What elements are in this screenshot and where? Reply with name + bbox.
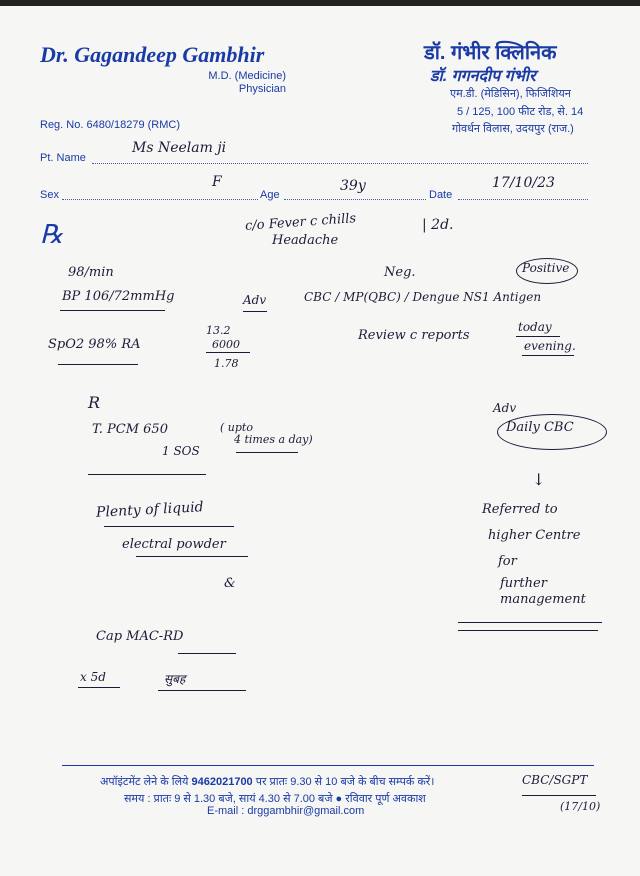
upto-line-2: 4 times a day)	[234, 433, 313, 446]
appointment-post: पर प्रातः 9.30 से 10 बजे के बीच सम्पर्क करें।	[252, 776, 435, 788]
phone-number: 9462021700	[191, 776, 253, 788]
tablet-underline	[88, 474, 206, 475]
date-line	[458, 199, 588, 200]
rx-start: R	[88, 393, 101, 412]
neg-note: Neg.	[384, 265, 416, 280]
capsule-dose-line	[178, 653, 236, 654]
today-note: today	[518, 320, 552, 334]
rx-symbol: ℞	[40, 220, 64, 249]
referred-underline-1	[458, 622, 602, 623]
footer-appointment	[100, 774, 434, 789]
and-sign: &	[224, 576, 236, 591]
adv-underline-1	[243, 311, 267, 312]
complaint-duration: | 2d.	[422, 217, 454, 233]
cbc-sgpt-underline	[522, 795, 596, 796]
hindi-dose-note: सुबह	[164, 672, 186, 686]
referred-line-1: Referred to	[482, 502, 558, 517]
appointment-pre: अपॉइंटमेंट लेने के लिये	[100, 776, 192, 788]
date-value: 17/10/23	[492, 175, 555, 191]
degree-text: M.D. (Medicine)	[208, 70, 286, 82]
spo2-underline	[58, 364, 138, 365]
today-underline	[516, 336, 560, 337]
investigations-note: CBC / MP(QBC) / Dengue NS1 Antigen	[304, 290, 542, 304]
tablet-pcm: T. PCM 650	[92, 422, 168, 437]
footer-divider	[62, 765, 594, 766]
calc-mid: 6000	[212, 338, 240, 351]
calc-bottom: 1.78	[214, 357, 239, 370]
pulse-reading: 98/min	[68, 265, 114, 280]
referred-line-4: further	[500, 576, 547, 591]
top-scan-edge	[0, 0, 640, 6]
bp-reading: BP 106/72mmHg	[62, 289, 175, 304]
age-line	[284, 199, 426, 200]
capsule-duration: x 5d	[80, 670, 106, 684]
patient-name-line	[92, 163, 588, 164]
calc-line	[206, 352, 250, 353]
degree-hindi: एम.डी. (मेडिसिन), फिजिशियन	[450, 88, 571, 100]
age-label: Age	[260, 189, 280, 201]
electral-advice: electral powder	[122, 537, 226, 552]
footer-email: E-mail : drggambhir@gmail.com	[207, 805, 365, 817]
tablet-sos: 1 SOS	[162, 444, 200, 458]
evening-underline	[522, 355, 574, 356]
referred-line-3: for	[498, 554, 517, 569]
sex-line	[62, 199, 258, 200]
registration-number: Reg. No. 6480/18279 (RMC)	[40, 119, 181, 131]
liquid-advice: Plenty of liquid	[95, 499, 204, 521]
evening-note: evening.	[524, 339, 576, 353]
duration-underline	[78, 687, 120, 688]
referred-underline-2	[458, 630, 598, 631]
positive-note: Positive	[522, 261, 570, 275]
referred-line-5: management	[500, 592, 586, 607]
patient-name-value: Ms Neelam ji	[132, 140, 227, 156]
cbc-sgpt-date: (17/10)	[560, 800, 601, 813]
spo2-reading: SpO2 98% RA	[48, 337, 141, 352]
footer-timings: समय : प्रातः 9 से 1.30 बजे, सायं 4.30 से 7.00 बजे ● रविवार पूर्ण अवकाश	[124, 793, 426, 805]
title-text: Physician	[238, 83, 286, 95]
doctor-degree	[208, 70, 286, 96]
complaint-fever: c/o Fever c chills	[244, 211, 357, 234]
review-note: Review c reports	[358, 328, 470, 343]
liquid-underline	[104, 526, 234, 527]
complaint-headache: Headache	[272, 233, 339, 248]
sex-value: F	[212, 174, 222, 190]
upto-line-1: ( upto	[220, 421, 253, 434]
electral-underline	[136, 556, 248, 557]
hindi-underline	[158, 690, 246, 691]
doctor-name: Dr. Gagandeep Gambhir	[40, 42, 265, 67]
upto-underline	[236, 452, 298, 453]
address-line-1: 5 / 125, 100 फीट रोड, से. 14	[457, 106, 584, 118]
calc-top: 13.2	[206, 324, 231, 337]
bp-underline	[60, 310, 165, 311]
arrow-down: ↓	[532, 470, 546, 489]
cbc-sgpt-note: CBC/SGPT	[522, 773, 588, 787]
referred-line-2: higher Centre	[488, 528, 581, 543]
adv-label-2: Adv	[493, 401, 517, 415]
daily-cbc-note: Daily CBC	[506, 420, 574, 435]
doctor-name-hindi: डॉ. गगनदीप गंभीर	[430, 68, 536, 85]
patient-name-label: Pt. Name	[40, 152, 86, 164]
address-line-2: गोवर्धन विलास, उदयपुर (राज.)	[452, 123, 574, 135]
sex-label: Sex	[40, 189, 59, 201]
capsule-mac-rd: Cap MAC-RD	[96, 629, 184, 644]
date-label: Date	[429, 189, 453, 201]
adv-label-1: Adv	[243, 293, 267, 307]
clinic-name-hindi: डॉ. गंभीर क्लिनिक	[424, 42, 557, 64]
age-value: 39y	[340, 178, 366, 194]
